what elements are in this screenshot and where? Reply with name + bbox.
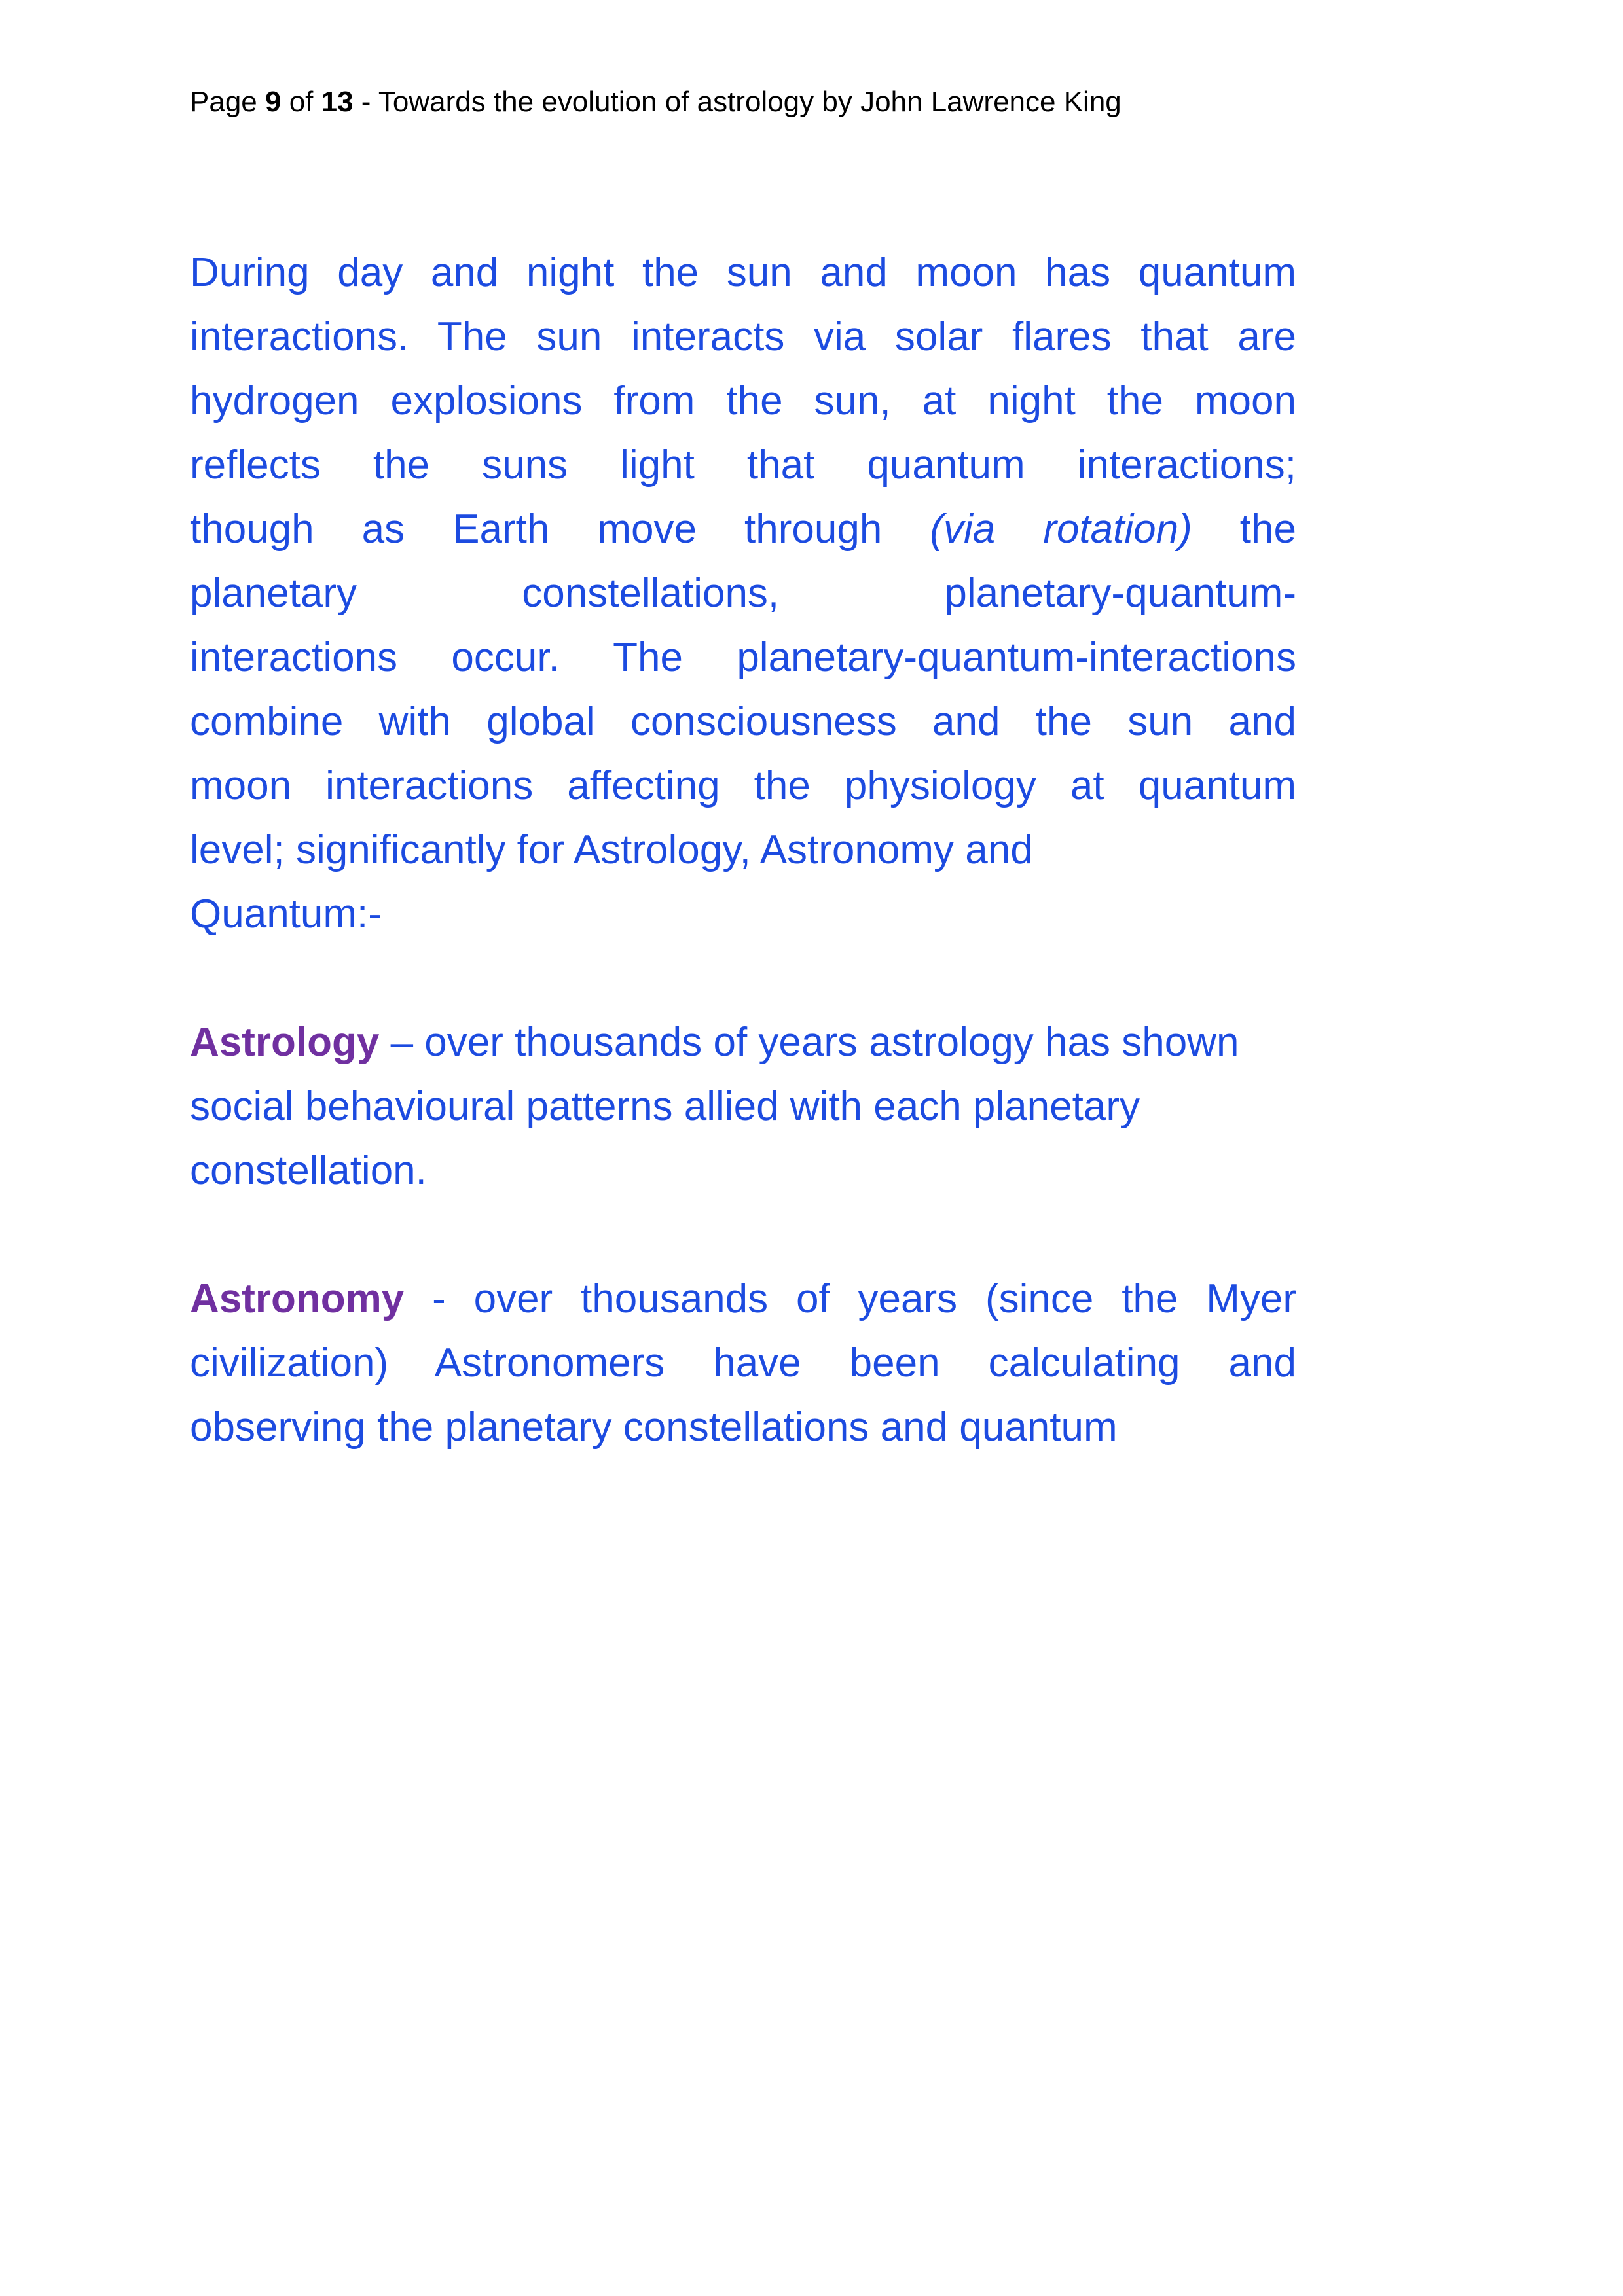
document-body (190, 241, 1296, 1524)
text-segment: social behavioural patterns allied with each planetary (190, 1084, 1140, 1129)
text-segment: During day and night the sun and moon has quantum (190, 250, 1296, 295)
text-line (190, 1267, 1296, 1331)
page-header (190, 82, 1122, 122)
text-segment: the (1192, 507, 1296, 552)
text-line (190, 818, 1296, 882)
text-segment: civilization) Astronomers have been calculating and (190, 1340, 1296, 1386)
text-segment: constellation. (190, 1148, 427, 1193)
text-segment: level; significantly for Astrology, Astronomy and (190, 827, 1033, 872)
text-segment: interactions occur. The planetary-quantum-interactions (190, 635, 1296, 680)
text-line (190, 1011, 1296, 1075)
text-line (190, 1139, 1296, 1203)
text-line (190, 497, 1296, 562)
paragraph (190, 1267, 1296, 1460)
text-segment: (via rotation) (930, 507, 1192, 552)
text-line (190, 690, 1296, 754)
term-heading: Astrology (190, 1020, 380, 1065)
text-segment: moon interactions affecting the physiology at quantum (190, 763, 1296, 808)
text-line (190, 1331, 1296, 1395)
text-segment: combine with global consciousness and the sun and (190, 699, 1296, 744)
text-line (190, 562, 1296, 626)
text-segment: - Towards the evolution of astrology by John Lawrence King (353, 86, 1122, 118)
text-segment: 13 (321, 86, 354, 118)
paragraph (190, 241, 1296, 946)
text-segment: of (281, 86, 321, 118)
text-line (190, 1395, 1296, 1460)
text-segment: hydrogen explosions from the sun, at night the moon (190, 378, 1296, 423)
text-line (190, 626, 1296, 690)
text-line (190, 369, 1296, 433)
text-segment: 9 (264, 86, 282, 118)
text-segment: reflects the suns light that quantum interactions; (190, 442, 1296, 488)
text-segment: though as Earth move through (190, 507, 930, 552)
text-segment: Quantum:- (190, 891, 382, 937)
text-segment: – over thousands of years astrology has shown (379, 1020, 1239, 1065)
text-segment: planetary constellations, planetary-quantum- (190, 571, 1296, 616)
text-segment: - over thousands of years (since the Myer (404, 1276, 1296, 1321)
text-line (190, 882, 1296, 946)
term-heading: Astronomy (190, 1276, 405, 1321)
text-segment: interactions. The sun interacts via solar flares that are (190, 314, 1296, 359)
text-line (190, 1075, 1296, 1139)
text-segment: Page (190, 86, 265, 118)
text-line (190, 433, 1296, 497)
paragraph (190, 1011, 1296, 1203)
text-line (190, 305, 1296, 369)
text-segment: observing the planetary constellations and quantum (190, 1405, 1118, 1450)
text-line (190, 754, 1296, 818)
text-line (190, 241, 1296, 305)
